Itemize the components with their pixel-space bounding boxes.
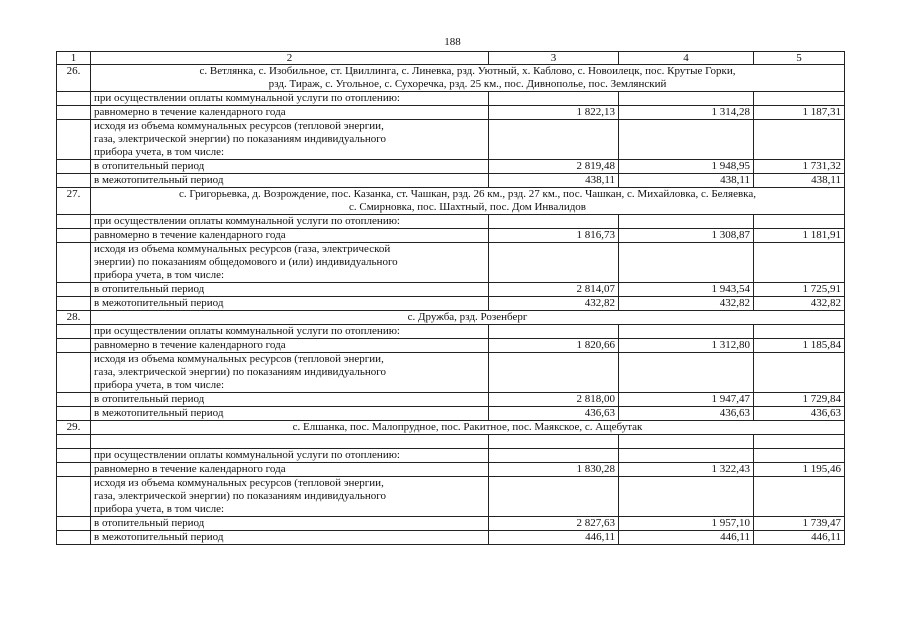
tariff-value: 1 731,32 xyxy=(754,160,845,174)
meter-line: исходя из объема коммунальных ресурсов (тепловой энергии, xyxy=(94,353,384,365)
empty-number-cell xyxy=(57,92,91,106)
empty-number-cell xyxy=(57,243,91,283)
tariff-value: 1 729,84 xyxy=(754,393,845,407)
intro-row-label: при осуществлении оплаты коммунальной услуги по отоплению: xyxy=(91,325,489,339)
heating-row-label: в отопительный период xyxy=(91,393,489,407)
tariff-table-body xyxy=(57,52,845,545)
interheating-row-label: в межотопительный период xyxy=(91,531,489,545)
locality-row xyxy=(57,188,845,215)
empty-number-cell xyxy=(57,325,91,339)
empty-number-cell xyxy=(57,477,91,517)
interheating-row xyxy=(57,174,845,188)
locality-names xyxy=(91,65,845,92)
tariff-value xyxy=(489,243,619,283)
empty-number-cell xyxy=(57,215,91,229)
tariff-value xyxy=(754,449,845,463)
tariff-value: 1 948,95 xyxy=(619,160,754,174)
tariff-value xyxy=(489,353,619,393)
interheating-row xyxy=(57,297,845,311)
tariff-value: 436,63 xyxy=(754,407,845,421)
locality-line: с. Дружба, рзд. Розенберг xyxy=(407,311,528,323)
empty-number-cell xyxy=(57,463,91,477)
tariff-value xyxy=(619,92,754,106)
tariff-value xyxy=(754,92,845,106)
tariff-value xyxy=(754,120,845,160)
tariff-value xyxy=(754,215,845,229)
tariff-value: 1 312,80 xyxy=(619,339,754,353)
meter-row-label xyxy=(91,477,489,517)
tariff-value: 2 814,07 xyxy=(489,283,619,297)
empty-number-cell xyxy=(57,174,91,188)
meter-row-label xyxy=(91,353,489,393)
tariff-value: 1 314,28 xyxy=(619,106,754,120)
interheating-row-label: в межотопительный период xyxy=(91,174,489,188)
meter-line: газа, электрической энергии) по показаниям индивидуального xyxy=(94,366,386,378)
blank-cell xyxy=(754,435,845,449)
empty-number-cell xyxy=(57,120,91,160)
meter-line: газа, электрической энергии) по показаниям индивидуального xyxy=(94,133,386,145)
empty-number-cell xyxy=(57,393,91,407)
tariff-value xyxy=(619,353,754,393)
tariff-value: 1 822,13 xyxy=(489,106,619,120)
tariff-table xyxy=(56,51,845,545)
tariff-value: 1 820,66 xyxy=(489,339,619,353)
blank-cell xyxy=(619,435,754,449)
intro-row xyxy=(57,325,845,339)
tariff-value xyxy=(489,215,619,229)
empty-number-cell xyxy=(57,106,91,120)
tariff-value: 2 819,48 xyxy=(489,160,619,174)
column-header-5: 5 xyxy=(754,52,845,65)
tariff-value: 436,63 xyxy=(489,407,619,421)
uniform-row xyxy=(57,463,845,477)
locality-line: с. Ветлянка, с. Изобильное, ст. Цвиллинга, с. Линевка, рзд. Уютный, х. Каблово, с. Новоилецк, пос. Крутые Горки, xyxy=(199,65,736,77)
meter-line: прибора учета, в том числе: xyxy=(94,503,225,515)
locality-row xyxy=(57,421,845,435)
tariff-value: 1 943,54 xyxy=(619,283,754,297)
empty-number-cell xyxy=(57,160,91,174)
tariff-value: 1 308,87 xyxy=(619,229,754,243)
interheating-row-label: в межотопительный период xyxy=(91,297,489,311)
locality-names xyxy=(91,311,845,325)
interheating-row-label: в межотопительный период xyxy=(91,407,489,421)
column-header-1: 1 xyxy=(57,52,91,65)
column-header-2: 2 xyxy=(91,52,489,65)
blank-cell xyxy=(57,435,91,449)
tariff-value xyxy=(754,477,845,517)
intro-row-label: при осуществлении оплаты коммунальной услуги по отоплению: xyxy=(91,92,489,106)
tariff-value: 446,11 xyxy=(619,531,754,545)
locality-names xyxy=(91,421,845,435)
meter-line: прибора учета, в том числе: xyxy=(94,379,225,391)
meter-row xyxy=(57,120,845,160)
meter-row xyxy=(57,243,845,283)
tariff-value xyxy=(489,477,619,517)
locality-names xyxy=(91,188,845,215)
meter-line: исходя из объема коммунальных ресурсов (тепловой энергии, xyxy=(94,477,384,489)
uniform-row-label: равномерно в течение календарного года xyxy=(91,339,489,353)
tariff-value: 438,11 xyxy=(754,174,845,188)
locality-line: с. Елшанка, пос. Малопрудное, пос. Ракитное, пос. Маякское, с. Ащебутак xyxy=(292,421,643,433)
blank-cell xyxy=(91,435,489,449)
column-header-4: 4 xyxy=(619,52,754,65)
meter-line: прибора учета, в том числе: xyxy=(94,146,225,158)
uniform-row-label: равномерно в течение календарного года xyxy=(91,463,489,477)
heating-row xyxy=(57,283,845,297)
tariff-value: 2 818,00 xyxy=(489,393,619,407)
uniform-row xyxy=(57,339,845,353)
tariff-value: 1 195,46 xyxy=(754,463,845,477)
meter-row xyxy=(57,353,845,393)
tariff-value xyxy=(754,325,845,339)
tariff-value: 1 185,84 xyxy=(754,339,845,353)
tariff-value: 1 187,31 xyxy=(754,106,845,120)
row-number: 26. xyxy=(57,65,91,92)
tariff-value: 1 181,91 xyxy=(754,229,845,243)
tariff-value: 432,82 xyxy=(619,297,754,311)
intro-row xyxy=(57,92,845,106)
locality-row xyxy=(57,65,845,92)
heating-row xyxy=(57,517,845,531)
empty-number-cell xyxy=(57,449,91,463)
tariff-value xyxy=(619,215,754,229)
meter-line: исходя из объема коммунальных ресурсов (тепловой энергии, xyxy=(94,120,384,132)
empty-number-cell xyxy=(57,407,91,421)
intro-row-label: при осуществлении оплаты коммунальной услуги по отоплению: xyxy=(91,215,489,229)
heating-row-label: в отопительный период xyxy=(91,283,489,297)
page-number: 188 xyxy=(444,36,461,48)
empty-number-cell xyxy=(57,229,91,243)
column-header-3: 3 xyxy=(489,52,619,65)
empty-number-cell xyxy=(57,517,91,531)
tariff-value xyxy=(619,325,754,339)
uniform-row-label: равномерно в течение календарного года xyxy=(91,106,489,120)
locality-line: с. Григорьевка, д. Возрождение, пос. Казанка, ст. Чашкан, рзд. 26 км., рзд. 27 км., пос. Чашкан, с. Михайловка, с. Беляевка, xyxy=(179,188,756,200)
tariff-value xyxy=(489,325,619,339)
heating-row-label: в отопительный период xyxy=(91,160,489,174)
blank-cell xyxy=(489,435,619,449)
tariff-value: 1 725,91 xyxy=(754,283,845,297)
tariff-value: 1 322,43 xyxy=(619,463,754,477)
tariff-value xyxy=(619,120,754,160)
tariff-value: 436,63 xyxy=(619,407,754,421)
tariff-value: 1 739,47 xyxy=(754,517,845,531)
row-number: 27. xyxy=(57,188,91,215)
empty-number-cell xyxy=(57,339,91,353)
tariff-value: 1 830,28 xyxy=(489,463,619,477)
tariff-value xyxy=(489,120,619,160)
heating-row xyxy=(57,160,845,174)
tariff-value: 1 957,10 xyxy=(619,517,754,531)
meter-row-label xyxy=(91,243,489,283)
locality-line: с. Смирновка, пос. Шахтный, пос. Дом Инвалидов xyxy=(349,201,586,213)
heating-row-label: в отопительный период xyxy=(91,517,489,531)
tariff-value: 446,11 xyxy=(754,531,845,545)
intro-row xyxy=(57,449,845,463)
tariff-value xyxy=(754,353,845,393)
tariff-value xyxy=(754,243,845,283)
meter-line: исходя из объема коммунальных ресурсов (газа, электрической xyxy=(94,243,391,255)
tariff-value xyxy=(619,243,754,283)
blank-row xyxy=(57,435,845,449)
locality-row xyxy=(57,311,845,325)
empty-number-cell xyxy=(57,297,91,311)
tariff-value: 438,11 xyxy=(489,174,619,188)
row-number: 28. xyxy=(57,311,91,325)
intro-row xyxy=(57,215,845,229)
tariff-value: 446,11 xyxy=(489,531,619,545)
tariff-value: 1 816,73 xyxy=(489,229,619,243)
meter-line: прибора учета, в том числе: xyxy=(94,269,225,281)
uniform-row xyxy=(57,229,845,243)
meter-row xyxy=(57,477,845,517)
intro-row-label: при осуществлении оплаты коммунальной услуги по отоплению: xyxy=(91,449,489,463)
heating-row xyxy=(57,393,845,407)
interheating-row xyxy=(57,407,845,421)
empty-number-cell xyxy=(57,531,91,545)
uniform-row xyxy=(57,106,845,120)
tariff-value xyxy=(489,92,619,106)
empty-number-cell xyxy=(57,353,91,393)
locality-line: рзд. Тираж, с. Угольное, с. Сухоречка, рзд. 25 км., пос. Дивнополье, пос. Землянский xyxy=(268,78,667,90)
tariff-value xyxy=(619,477,754,517)
meter-line: газа, электрической энергии) по показаниям индивидуального xyxy=(94,490,386,502)
meter-row-label xyxy=(91,120,489,160)
row-number: 29. xyxy=(57,421,91,435)
meter-line: энергии) по показаниям общедомового и (или) индивидуального xyxy=(94,256,398,268)
column-header-row xyxy=(57,52,845,65)
interheating-row xyxy=(57,531,845,545)
tariff-value: 1 947,47 xyxy=(619,393,754,407)
tariff-value xyxy=(489,449,619,463)
uniform-row-label: равномерно в течение календарного года xyxy=(91,229,489,243)
empty-number-cell xyxy=(57,283,91,297)
tariff-value xyxy=(619,449,754,463)
tariff-value: 2 827,63 xyxy=(489,517,619,531)
tariff-value: 432,82 xyxy=(754,297,845,311)
tariff-value: 438,11 xyxy=(619,174,754,188)
tariff-value: 432,82 xyxy=(489,297,619,311)
